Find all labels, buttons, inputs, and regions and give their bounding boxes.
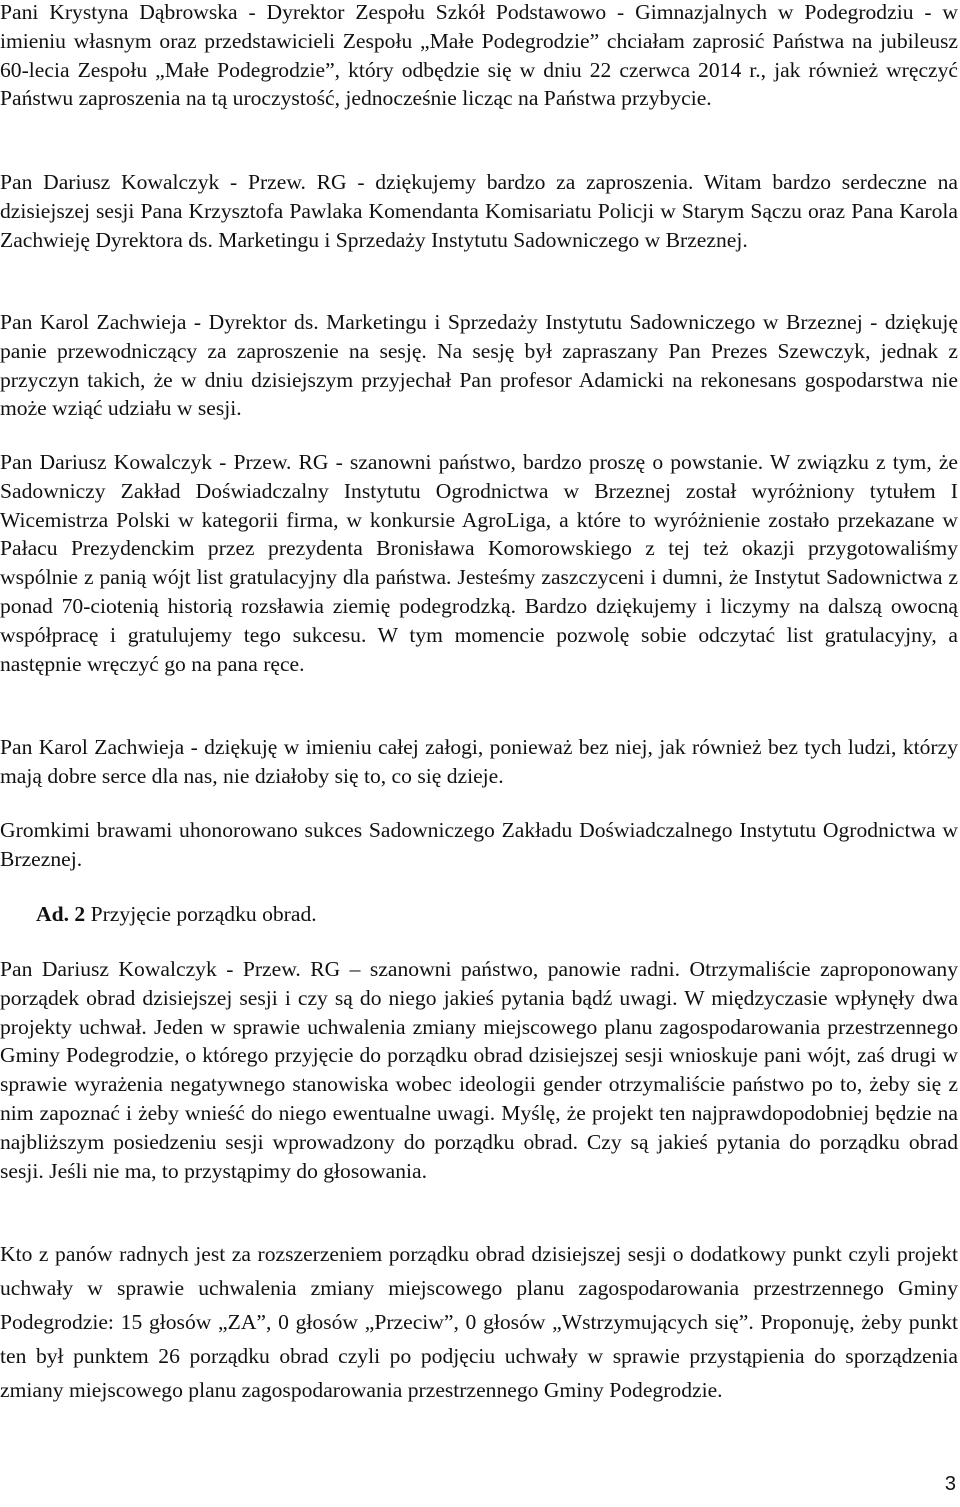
paragraph-kowalczyk-welcome: Pan Dariusz Kowalczyk - Przew. RG - dziękujemy bardzo za zaproszenia. Witam bardzo serdeczne na dzisiejszej sesji Pana Krzysztofa Pawlaka Komendanta Komisariatu Policji w Starym Sączu oraz Pana Karola Zachwieję Dyrektora ds. Marketingu i Sprzedaży Instytutu Sadowniczego w Brzeznej. bbox=[0, 170, 958, 252]
page-number: 3 bbox=[944, 1473, 956, 1495]
paragraph-zachwieja-response: Pan Karol Zachwieja - dziękuję w imieniu całej załogi, ponieważ bez niej, jak również bez tych ludzi, którzy mają dobre serce dla nas, nie działoby się to, co się dzieje. bbox=[0, 735, 958, 788]
paragraph-kowalczyk-congratulations: Pan Dariusz Kowalczyk - Przew. RG - szanowni państwo, bardzo proszę o powstanie. W związku z tym, że Sadowniczy Zakład Doświadczalny Instytutu Ogrodnictwa w Brzeznej został wyróżniony tytułem I Wicemistrza Polski w kategorii firma, w konkursie AgroLiga, a które to wyróżnienie zostało przekazane w Pałacu Prezydenckim przez prezydenta Bronisława Komorowskiego z tej też okazji przygotowaliśmy wspólnie z panią wójt list gratulacyjny dla państwa. Jesteśmy zaszczyceni i dumni, że Instytut Sadownictwa z ponad 70-ciotenią historią rozsławia ziemię podegrodzką. Bardzo dziękujemy i liczymy na dalszą owocną współpracę i gratulujemy tego sukcesu. W tym momencie pozwolę sobie odczytać list gratulacyjny, a następnie wręczyć go na pana ręce. bbox=[0, 450, 958, 676]
paragraph-dabrowska-invitation: Pani Krystyna Dąbrowska - Dyrektor Zespołu Szkół Podstawowo - Gimnazjalnych w Podegrodziu - w imieniu własnym oraz przedstawicieli Zespołu „Małe Podegrodzie” chciałam zaprosić Państwa na jubileusz 60-lecia Zespołu „Małe Podegrodzie”, który odbędzie się w dniu 22 czerwca 2014 r., jak również wręczyć Państwu zaproszenia na tą uroczystość, jednocześnie licząc na Państwa przybycie. bbox=[0, 0, 958, 111]
agenda-item-heading bbox=[36, 900, 317, 929]
agenda-item-title: Przyjęcie porządku obrad. bbox=[90, 902, 317, 926]
paragraph-agenda-proposal: Pan Dariusz Kowalczyk - Przew. RG – szanowni państwo, panowie radni. Otrzymaliście zaproponowany porządek obrad dzisiejszej sesji i czy są do niego jakieś pytania bądź uwagi. W międzyczasie wpłynęły dwa projekty uchwał. Jeden w sprawie uchwalenia zmiany miejscowego planu zagospodarowania przestrzennego Gminy Podegrodzie, o którego przyjęcie do porządku obrad dzisiejszej sesji wnioskuje pani wójt, zaś drugi w sprawie wyrażenia negatywnego stanowiska wobec ideologii gender otrzymaliście państwo po to, żeby się z nim zapoznać i żeby wnieść do niego ewentualne uwagi. Myślę, że projekt ten najprawdopodobniej będzie na najbliższym posiedzeniu sesji wprowadzony do porządku obrad. Czy są jakieś pytania do porządku obrad sesji. Jeśli nie ma, to przystąpimy do głosowania. bbox=[0, 957, 958, 1183]
agenda-item-label: Ad. 2 bbox=[36, 902, 86, 926]
paragraph-vote-result: Kto z panów radnych jest za rozszerzeniem porządku obrad dzisiejszej sesji o dodatkowy punkt czyli projekt uchwały w sprawie uchwalenia zmiany miejscowego planu zagospodarowania przestrzennego Gminy Podegrodzie: 15 głosów „ZA”, 0 głosów „Przeciw”, 0 głosów „Wstrzymujących się”. Proponuję, żeby punkt ten był punktem 26 porządku obrad czyli po podjęciu uchwały w sprawie przystąpienia do sporządzenia zmiany miejscowego planu zagospodarowania przestrzennego Gminy Podegrodzie. bbox=[0, 1242, 958, 1402]
paragraph-applause: Gromkimi brawami uhonorowano sukces Sadowniczego Zakładu Doświadczalnego Instytutu Ogrodnictwa w Brzeznej. bbox=[0, 818, 958, 871]
paragraph-zachwieja-thanks: Pan Karol Zachwieja - Dyrektor ds. Marketingu i Sprzedaży Instytutu Sadowniczego w Brzeznej - dziękuję panie przewodniczący za zaproszenie na sesję. Na sesję był zapraszany Pan Prezes Szewczyk, jednak z przyczyn takich, że w dniu dzisiejszym przyjechał Pan profesor Adamicki na rekonesans gospodarstwa nie może wziąć udziału w sesji. bbox=[0, 310, 958, 421]
